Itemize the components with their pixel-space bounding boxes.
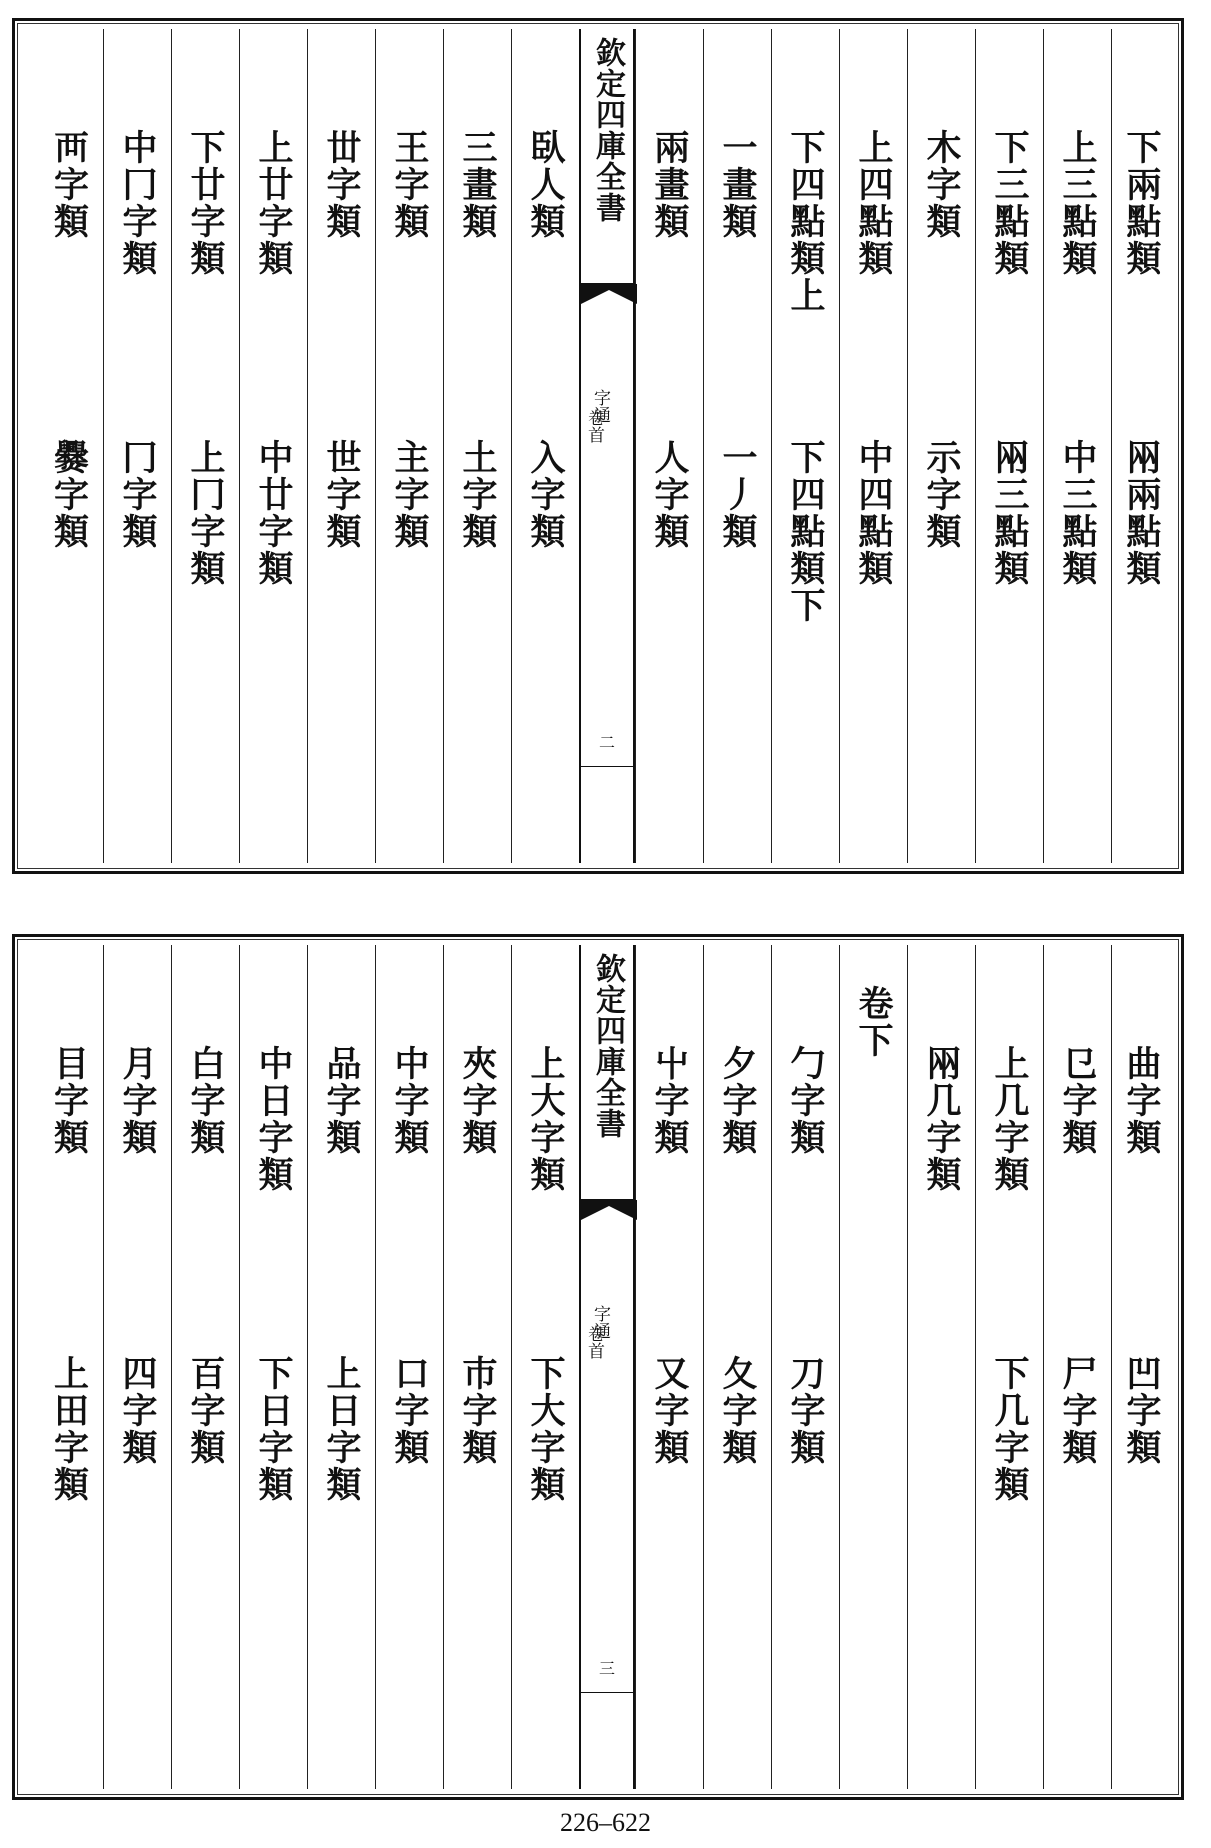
entry-text: 丗字類	[321, 129, 362, 240]
entry-column	[1043, 945, 1111, 1789]
entry-text: 㒳三點類	[989, 439, 1030, 587]
center-banner	[579, 29, 635, 863]
banner-juan: 卷首	[584, 1325, 604, 1359]
entry-text: 屮字類	[649, 1045, 690, 1156]
entry-text: 入字類	[525, 439, 566, 550]
entry-column	[307, 945, 375, 1789]
entry-column	[703, 29, 771, 863]
entry-text: 尸字類	[1057, 1355, 1098, 1466]
entry-text: 中四點類	[853, 439, 894, 587]
top-page	[12, 18, 1184, 874]
entry-text: 夾字類	[457, 1045, 498, 1156]
entry-text: 上冂字類	[185, 439, 226, 587]
entry-text: 刀字類	[785, 1355, 826, 1466]
entry-text: 上日字類	[321, 1355, 362, 1503]
entry-text: 下几字類	[989, 1355, 1030, 1503]
fish-tail-ornament-icon	[581, 284, 637, 324]
entry-column	[635, 945, 703, 1789]
entry-column	[975, 945, 1043, 1789]
entry-text: 百字類	[185, 1355, 226, 1466]
entry-text: 示字類	[921, 439, 962, 550]
entry-column	[239, 945, 307, 1789]
entry-column	[35, 29, 103, 863]
leaf-number: 二	[598, 733, 616, 752]
entry-column	[907, 29, 975, 863]
entry-text: 㔾字類	[1057, 1045, 1098, 1156]
entry-text: 夕字類	[717, 1045, 758, 1156]
entry-text: 口字類	[389, 1355, 430, 1466]
entry-column	[839, 29, 907, 863]
entry-column	[511, 29, 579, 863]
banner-divider	[581, 766, 633, 768]
entry-column	[1043, 29, 1111, 863]
entry-text: 上三點類	[1057, 129, 1098, 277]
entry-text: 下兩點類	[1121, 129, 1162, 277]
entry-column	[1111, 945, 1171, 1789]
entry-column	[171, 945, 239, 1789]
entry-column	[103, 945, 171, 1789]
entry-text: 中字類	[389, 1045, 430, 1156]
entry-column	[239, 29, 307, 863]
entry-text: 爨字類	[48, 439, 90, 550]
entry-column	[375, 29, 443, 863]
entry-text: 下三點類	[989, 129, 1030, 277]
entry-text: 中冂字類	[117, 129, 158, 277]
entry-text: 勹字類	[785, 1045, 826, 1156]
entry-text: 世字類	[321, 439, 362, 550]
entry-text: 上几字類	[989, 1045, 1030, 1193]
entry-text: 中廿字類	[253, 439, 294, 587]
banner-title: 欽定四庫全書	[590, 37, 625, 223]
entry-text: 㒳几字類	[921, 1045, 962, 1193]
entry-text: 冂字類	[117, 439, 158, 550]
entry-column	[103, 29, 171, 863]
entry-text: 一丿類	[717, 439, 758, 550]
entry-text: 下四點類上	[785, 129, 826, 314]
entry-column	[703, 945, 771, 1789]
entry-text: 上大字類	[525, 1045, 566, 1193]
entry-text: 㒳兩點類	[1121, 439, 1162, 587]
entry-text: 下大字類	[525, 1355, 566, 1503]
entry-text: 上廿字類	[253, 129, 294, 277]
banner-title: 欽定四庫全書	[590, 953, 625, 1139]
entry-text: 上田字類	[48, 1355, 90, 1503]
center-banner	[579, 945, 635, 1789]
entry-text: 襾字類	[48, 129, 90, 240]
page-number: 226–622	[560, 1808, 651, 1837]
entry-text: 下四點類下	[785, 439, 826, 624]
entry-text: 中日字類	[253, 1045, 294, 1193]
entry-text: 四字類	[117, 1355, 158, 1466]
entry-text: 王字類	[389, 129, 430, 240]
entry-column	[375, 945, 443, 1789]
entry-column	[443, 29, 511, 863]
entry-column	[839, 945, 907, 1789]
entry-text: 夂字類	[717, 1355, 758, 1466]
banner-book-title: 字通	[590, 389, 610, 423]
entry-text: 臥人類	[525, 129, 566, 240]
entry-text: 白字類	[185, 1045, 226, 1156]
entry-column	[771, 29, 839, 863]
entry-column	[35, 945, 103, 1789]
leaf-number: 三	[598, 1659, 616, 1678]
entry-column	[1111, 29, 1171, 863]
banner-divider	[581, 1692, 633, 1694]
entry-column	[907, 945, 975, 1789]
banner-juan: 卷首	[584, 409, 604, 443]
entry-column	[171, 29, 239, 863]
banner-book-title: 字通	[590, 1305, 610, 1339]
entry-column	[511, 945, 579, 1789]
fish-tail-ornament-icon	[581, 1200, 637, 1240]
entry-text: 中三點類	[1057, 439, 1098, 587]
entry-text: 下廿字類	[185, 129, 226, 277]
entry-text: 目字類	[48, 1045, 90, 1156]
entry-text: 兩畫類	[649, 129, 690, 240]
entry-column	[443, 945, 511, 1789]
entry-text: 土字類	[457, 439, 498, 550]
bottom-page	[12, 934, 1184, 1800]
entry-text: 曲字類	[1121, 1045, 1162, 1156]
entry-column	[307, 29, 375, 863]
entry-text: 又字類	[649, 1355, 690, 1466]
entry-text: 木字類	[921, 129, 962, 240]
entry-text: 下日字類	[253, 1355, 294, 1503]
entry-text: 主字類	[389, 439, 430, 550]
entry-text: 月字類	[117, 1045, 158, 1156]
entry-text: 上四點類	[853, 129, 894, 277]
entry-column	[771, 945, 839, 1789]
entry-text: 巿字類	[457, 1355, 498, 1466]
entry-text: 品字類	[321, 1045, 362, 1156]
entry-column	[975, 29, 1043, 863]
entry-text: 人字類	[649, 439, 690, 550]
entry-column	[635, 29, 703, 863]
entry-text: 凹字類	[1121, 1355, 1162, 1466]
entry-text: 一畫類	[717, 129, 758, 240]
section-heading: 卷下	[853, 985, 894, 1059]
entry-text: 三畫類	[457, 129, 498, 240]
